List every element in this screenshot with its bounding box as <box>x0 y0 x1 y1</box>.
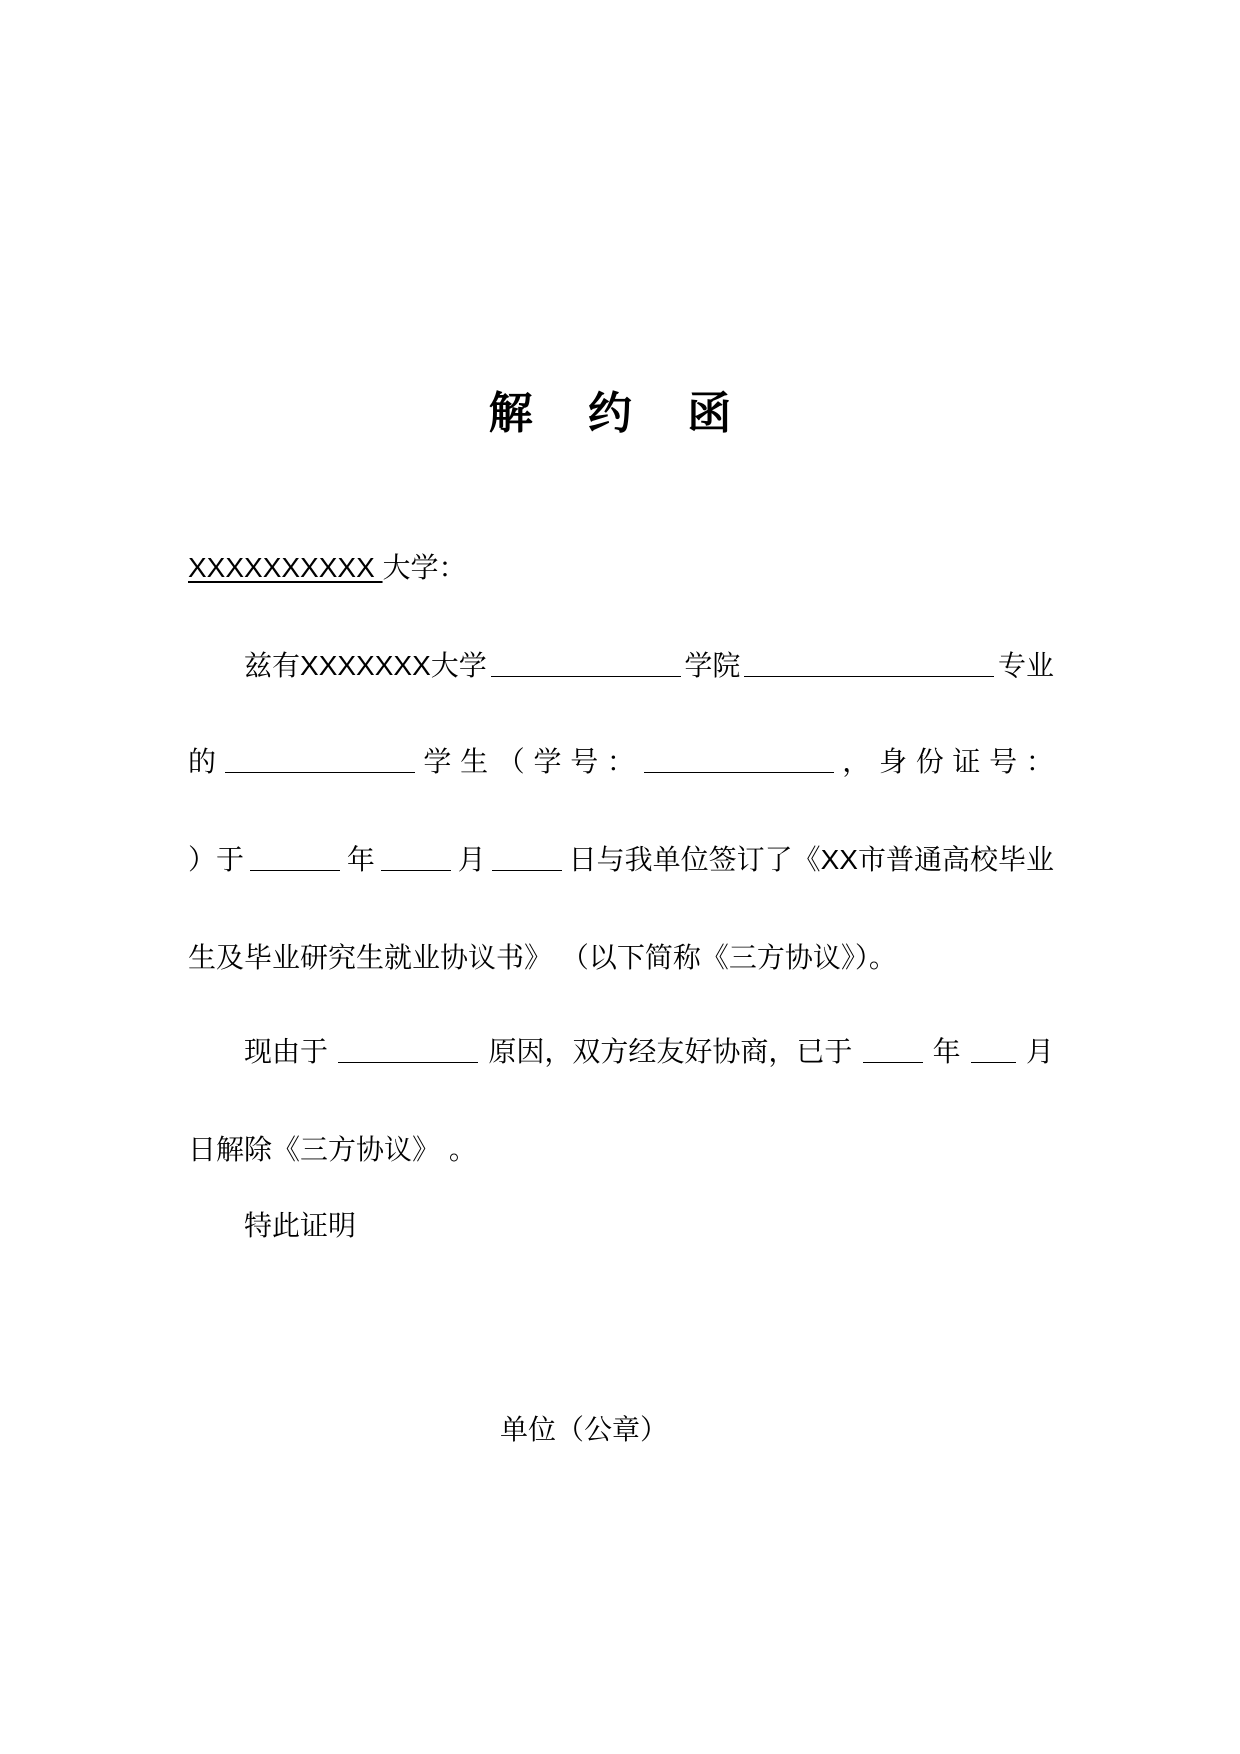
para1-line2 <box>188 742 1054 782</box>
unit-seal-label: 单位（公章） <box>500 1413 669 1446</box>
sign-day-blank[interactable] <box>492 840 562 871</box>
student-char-5: 号 <box>570 745 599 778</box>
para1-line3 <box>188 840 1054 880</box>
reason-lead: 现由于 <box>244 1035 329 1068</box>
para1-line1 <box>188 646 1054 686</box>
closing <box>188 1206 1054 1246</box>
id-char-3: 证 <box>952 745 981 778</box>
id-char-5: ： <box>1025 745 1054 778</box>
reason-tail: 原因，双方经友好协商，已于 <box>488 1035 853 1068</box>
terminate-year-blank[interactable] <box>863 1032 923 1063</box>
salutation <box>188 548 1054 588</box>
college-blank[interactable] <box>491 646 681 677</box>
para1-line3-tail: 日与我单位签订了《XX市普通高校毕业 <box>568 843 1054 876</box>
major-blank[interactable] <box>744 646 994 677</box>
student-id-blank[interactable] <box>644 742 834 773</box>
student-char-3: （ <box>496 745 525 778</box>
student-char-4: 学 <box>533 745 562 778</box>
sign-year-blank[interactable] <box>250 840 340 871</box>
on-label: ）于 <box>188 843 245 876</box>
para2-line1 <box>188 1032 1054 1072</box>
terminate-month-blank[interactable] <box>971 1032 1016 1063</box>
id-char-2: 份 <box>915 745 944 778</box>
closing-text: 特此证明 <box>244 1209 357 1242</box>
document-title: 解 约 函 <box>488 388 752 439</box>
comma: ， <box>842 745 871 778</box>
para1-line1-lead: 兹有XXXXXXX大学 <box>244 649 487 682</box>
terminate-month-label: 月 <box>1025 1035 1054 1068</box>
para2-line2: 日解除《三方协议》 。 <box>188 1133 477 1166</box>
sign-year-label: 年 <box>346 843 375 876</box>
college-label: 学院 <box>684 649 741 682</box>
student-char-2: 生 <box>460 745 489 778</box>
terminate-year-label: 年 <box>932 1035 961 1068</box>
class-blank[interactable] <box>225 742 415 773</box>
id-char-1: 身 <box>879 745 908 778</box>
student-char-1: 学 <box>423 745 452 778</box>
of-label: 的 <box>188 745 217 778</box>
salutation-suffix: 大学： <box>382 551 467 584</box>
sign-month-label: 月 <box>457 843 486 876</box>
salutation-university: XXXXXXXXXX <box>188 552 383 583</box>
para1-line4: 生及毕业研究生就业协议书》 （以下简称《三方协议》）。 <box>188 941 897 974</box>
sign-month-blank[interactable] <box>381 840 451 871</box>
student-char-6: ： <box>606 745 635 778</box>
id-char-4: 号 <box>989 745 1018 778</box>
major-label: 专业 <box>997 649 1054 682</box>
reason-blank[interactable] <box>338 1032 478 1063</box>
